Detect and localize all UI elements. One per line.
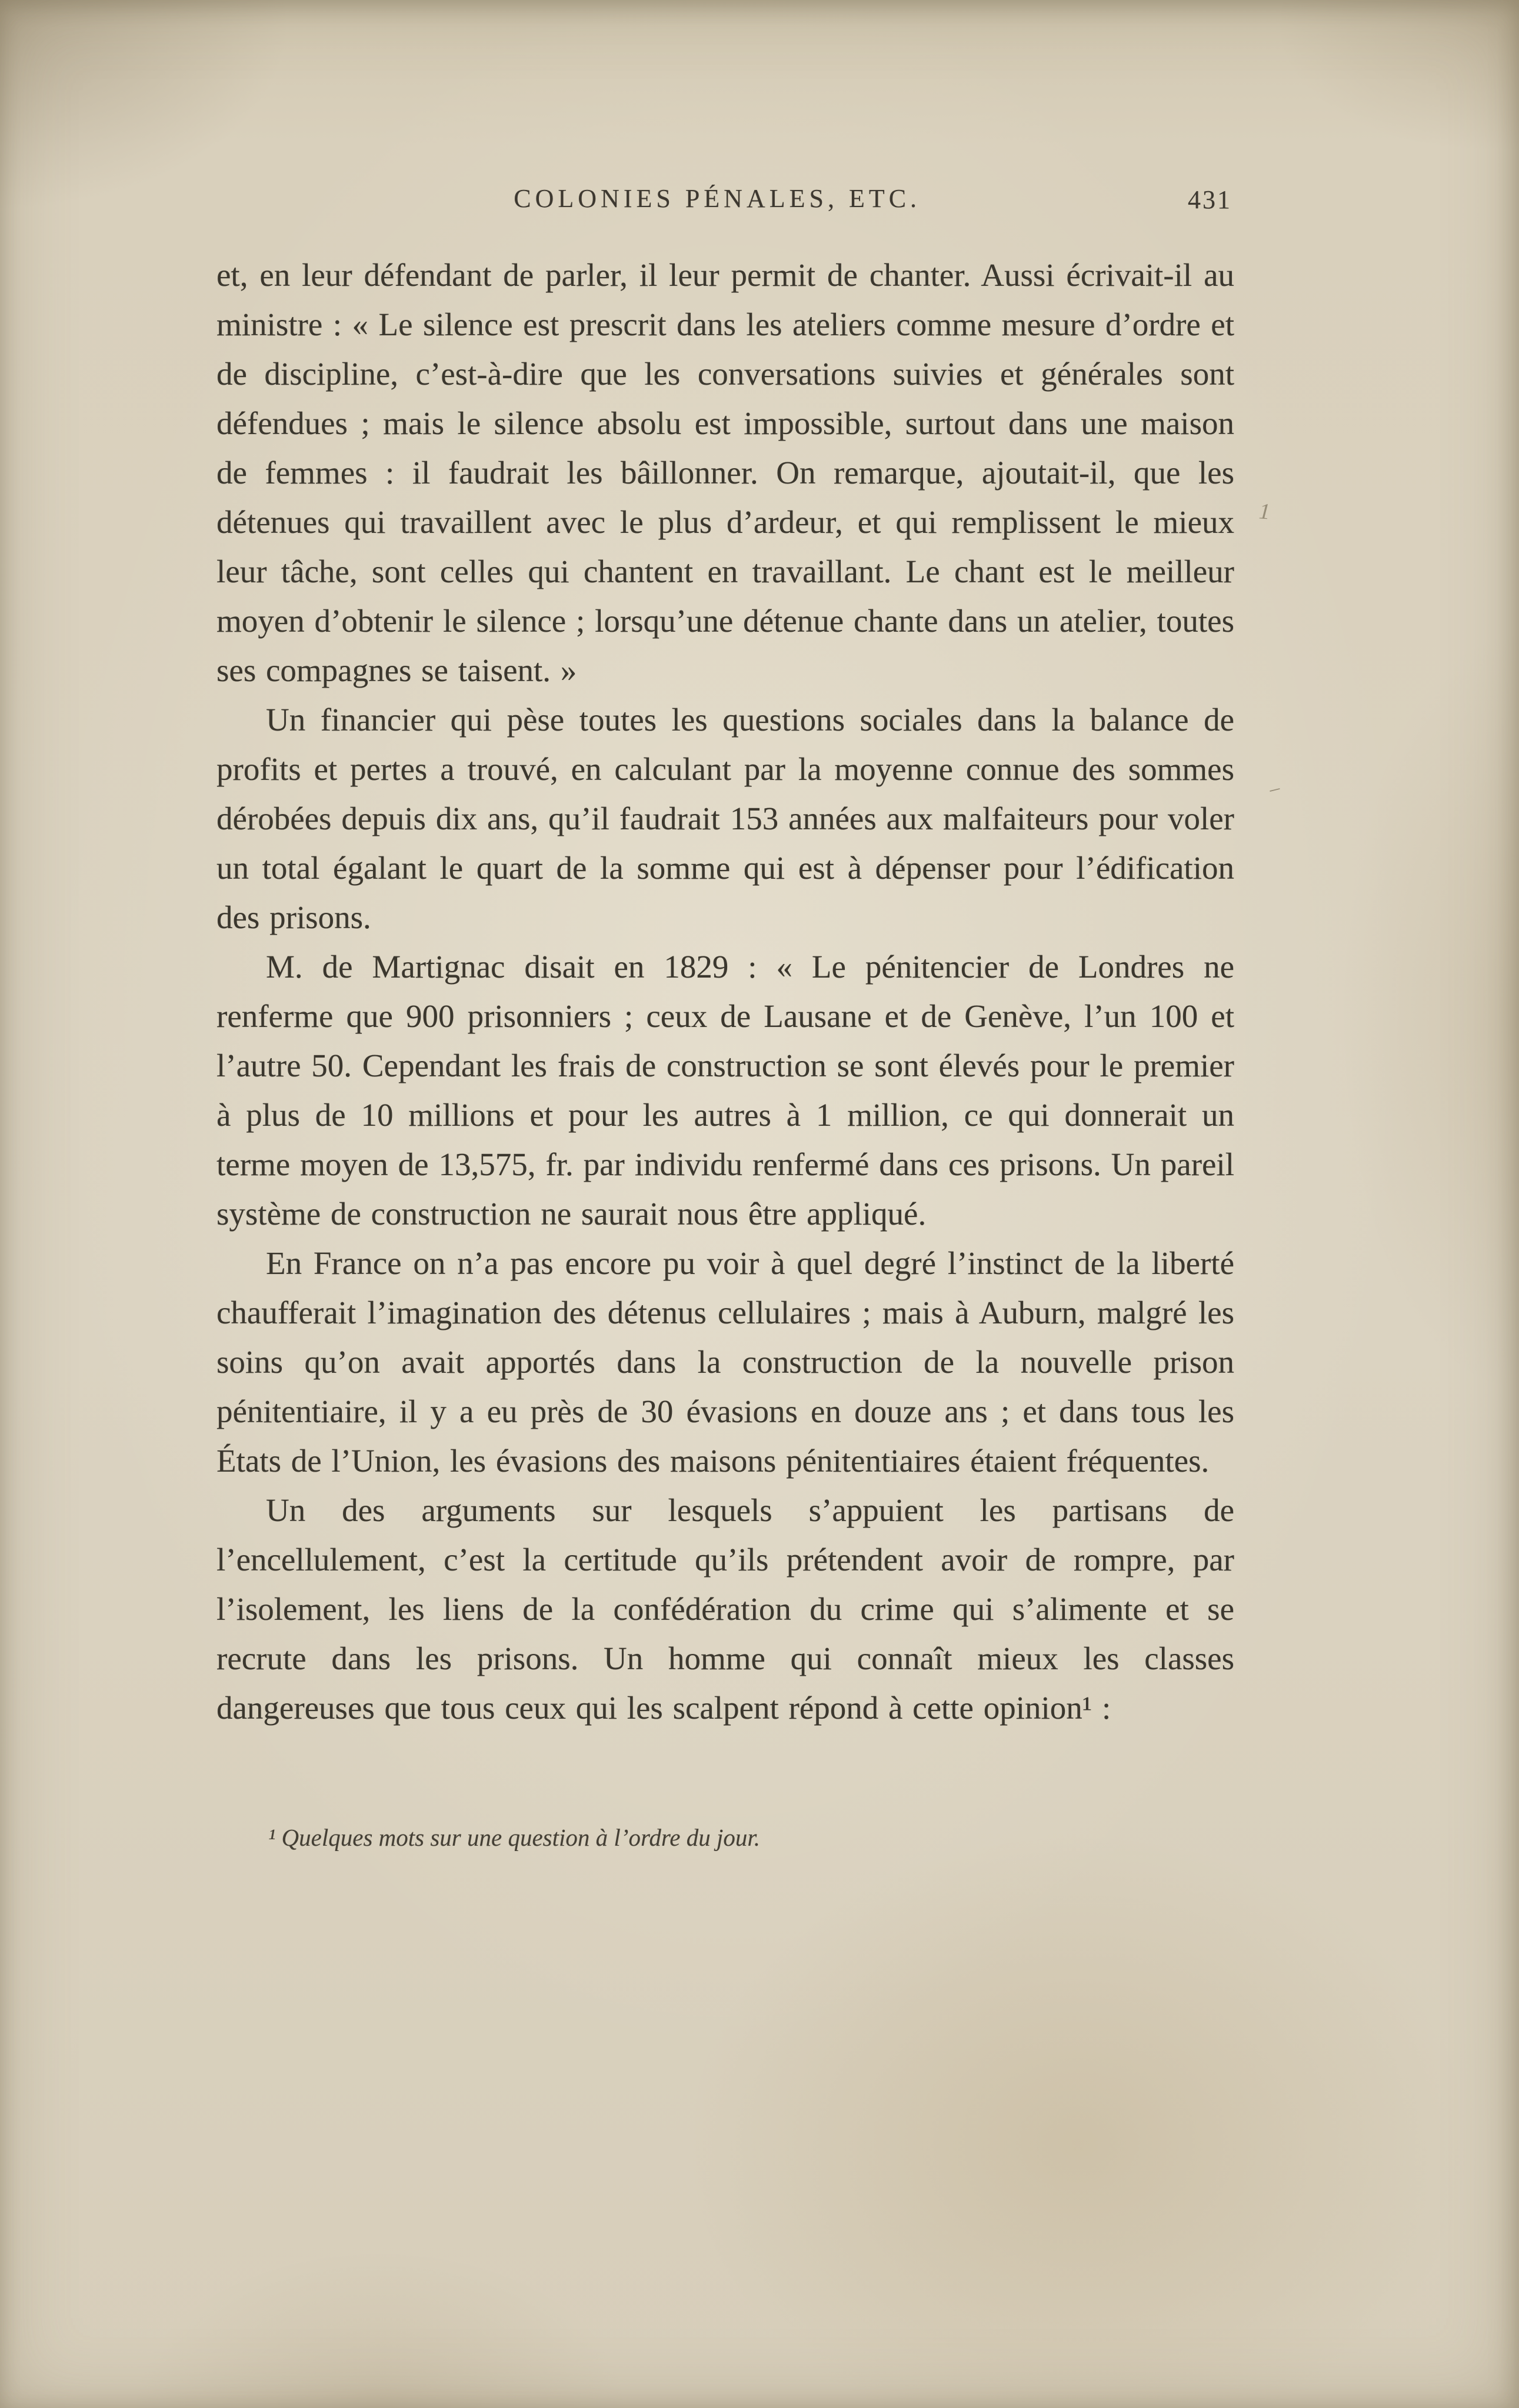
paragraph-martignac: M. de Martignac disait en 1829 : « Le pénitencier de Londres ne renferme que 900 prisonniers ; ceux de Lausane et de Genève, l’un 100 et l’autre 50. Cependant les frais de construction se sont élevés pour le premier à plus de 10 millions et pour les autres à 1 million, ce qui donnerait un terme moyen de 13,575, fr. par individu renfermé dans ces prisons. Un pareil système de construction ne saurait nous être appliqué. [216, 949, 1234, 1232]
running-title: COLONIES PÉNALES, ETC. [514, 184, 921, 213]
footnote: ¹ Quelques mots sur une question à l’ordre du jour. [268, 1824, 761, 1851]
paragraph-continuation: et, en leur défendant de parler, il leur permit de chanter. Aussi écrivait-il au ministre : « Le silence est prescrit dans les ateliers comme mesure d’ordre et de discipline, c’est-à-dire que les conversations suivies et générales sont défendues ; mais le silence absolu est impossible, surtout dans une maison de femmes : il faudrait les bâillonner. On remarque, ajoutait-il, que les détenues qui travaillent avec le plus d’ardeur, et qui remplissent le mieux leur tâche, sont celles qui chantent en travaillant. Le chant est le meilleur moyen d’obtenir le silence ; lorsqu’une détenue chante dans un atelier, toutes ses compagnes se taisent. » [216, 257, 1234, 688]
paragraph-france-auburn: En France on n’a pas encore pu voir à quel degré l’instinct de la liberté chaufferait l’imagination des détenus cellulaires ; mais à Auburn, malgré les soins qu’on avait apportés dans la construction de la nouvelle prison pénitentiaire, il y a eu près de 30 évasions en douze ans ; et dans tous les États de l’Union, les évasions des maisons pénitentiaires étaient fréquentes. [216, 1245, 1234, 1479]
page-number: 431 [1188, 185, 1232, 214]
text-block [216, 184, 1234, 1853]
paragraph-arguments: Un des arguments sur lesquels s’appuient les partisans de l’encellulement, c’est la certitude qu’ils prétendent avoir de rompre, par l’isolement, les liens de la confédération du crime qui s’alimente et se recrute dans les prisons. Un homme qui connaît mieux les classes dangereuses que tous ceux qui les scalpent répond à cette opinion¹ : [216, 1492, 1234, 1726]
body-text [216, 251, 1234, 1733]
margin-stray-mark: – [1267, 776, 1283, 801]
paragraph-financier: Un financier qui pèse toutes les questions sociales dans la balance de profits et pertes a trouvé, en calculant par la moyenne connue des sommes dérobées depuis dix ans, qu’il faudrait 153 années aux malfaiteurs pour voler un total égalant le quart de la somme qui est à dépenser pour l’édification des prisons. [216, 702, 1234, 935]
page-header [216, 184, 1234, 221]
margin-stray-mark: 1 [1258, 499, 1271, 525]
